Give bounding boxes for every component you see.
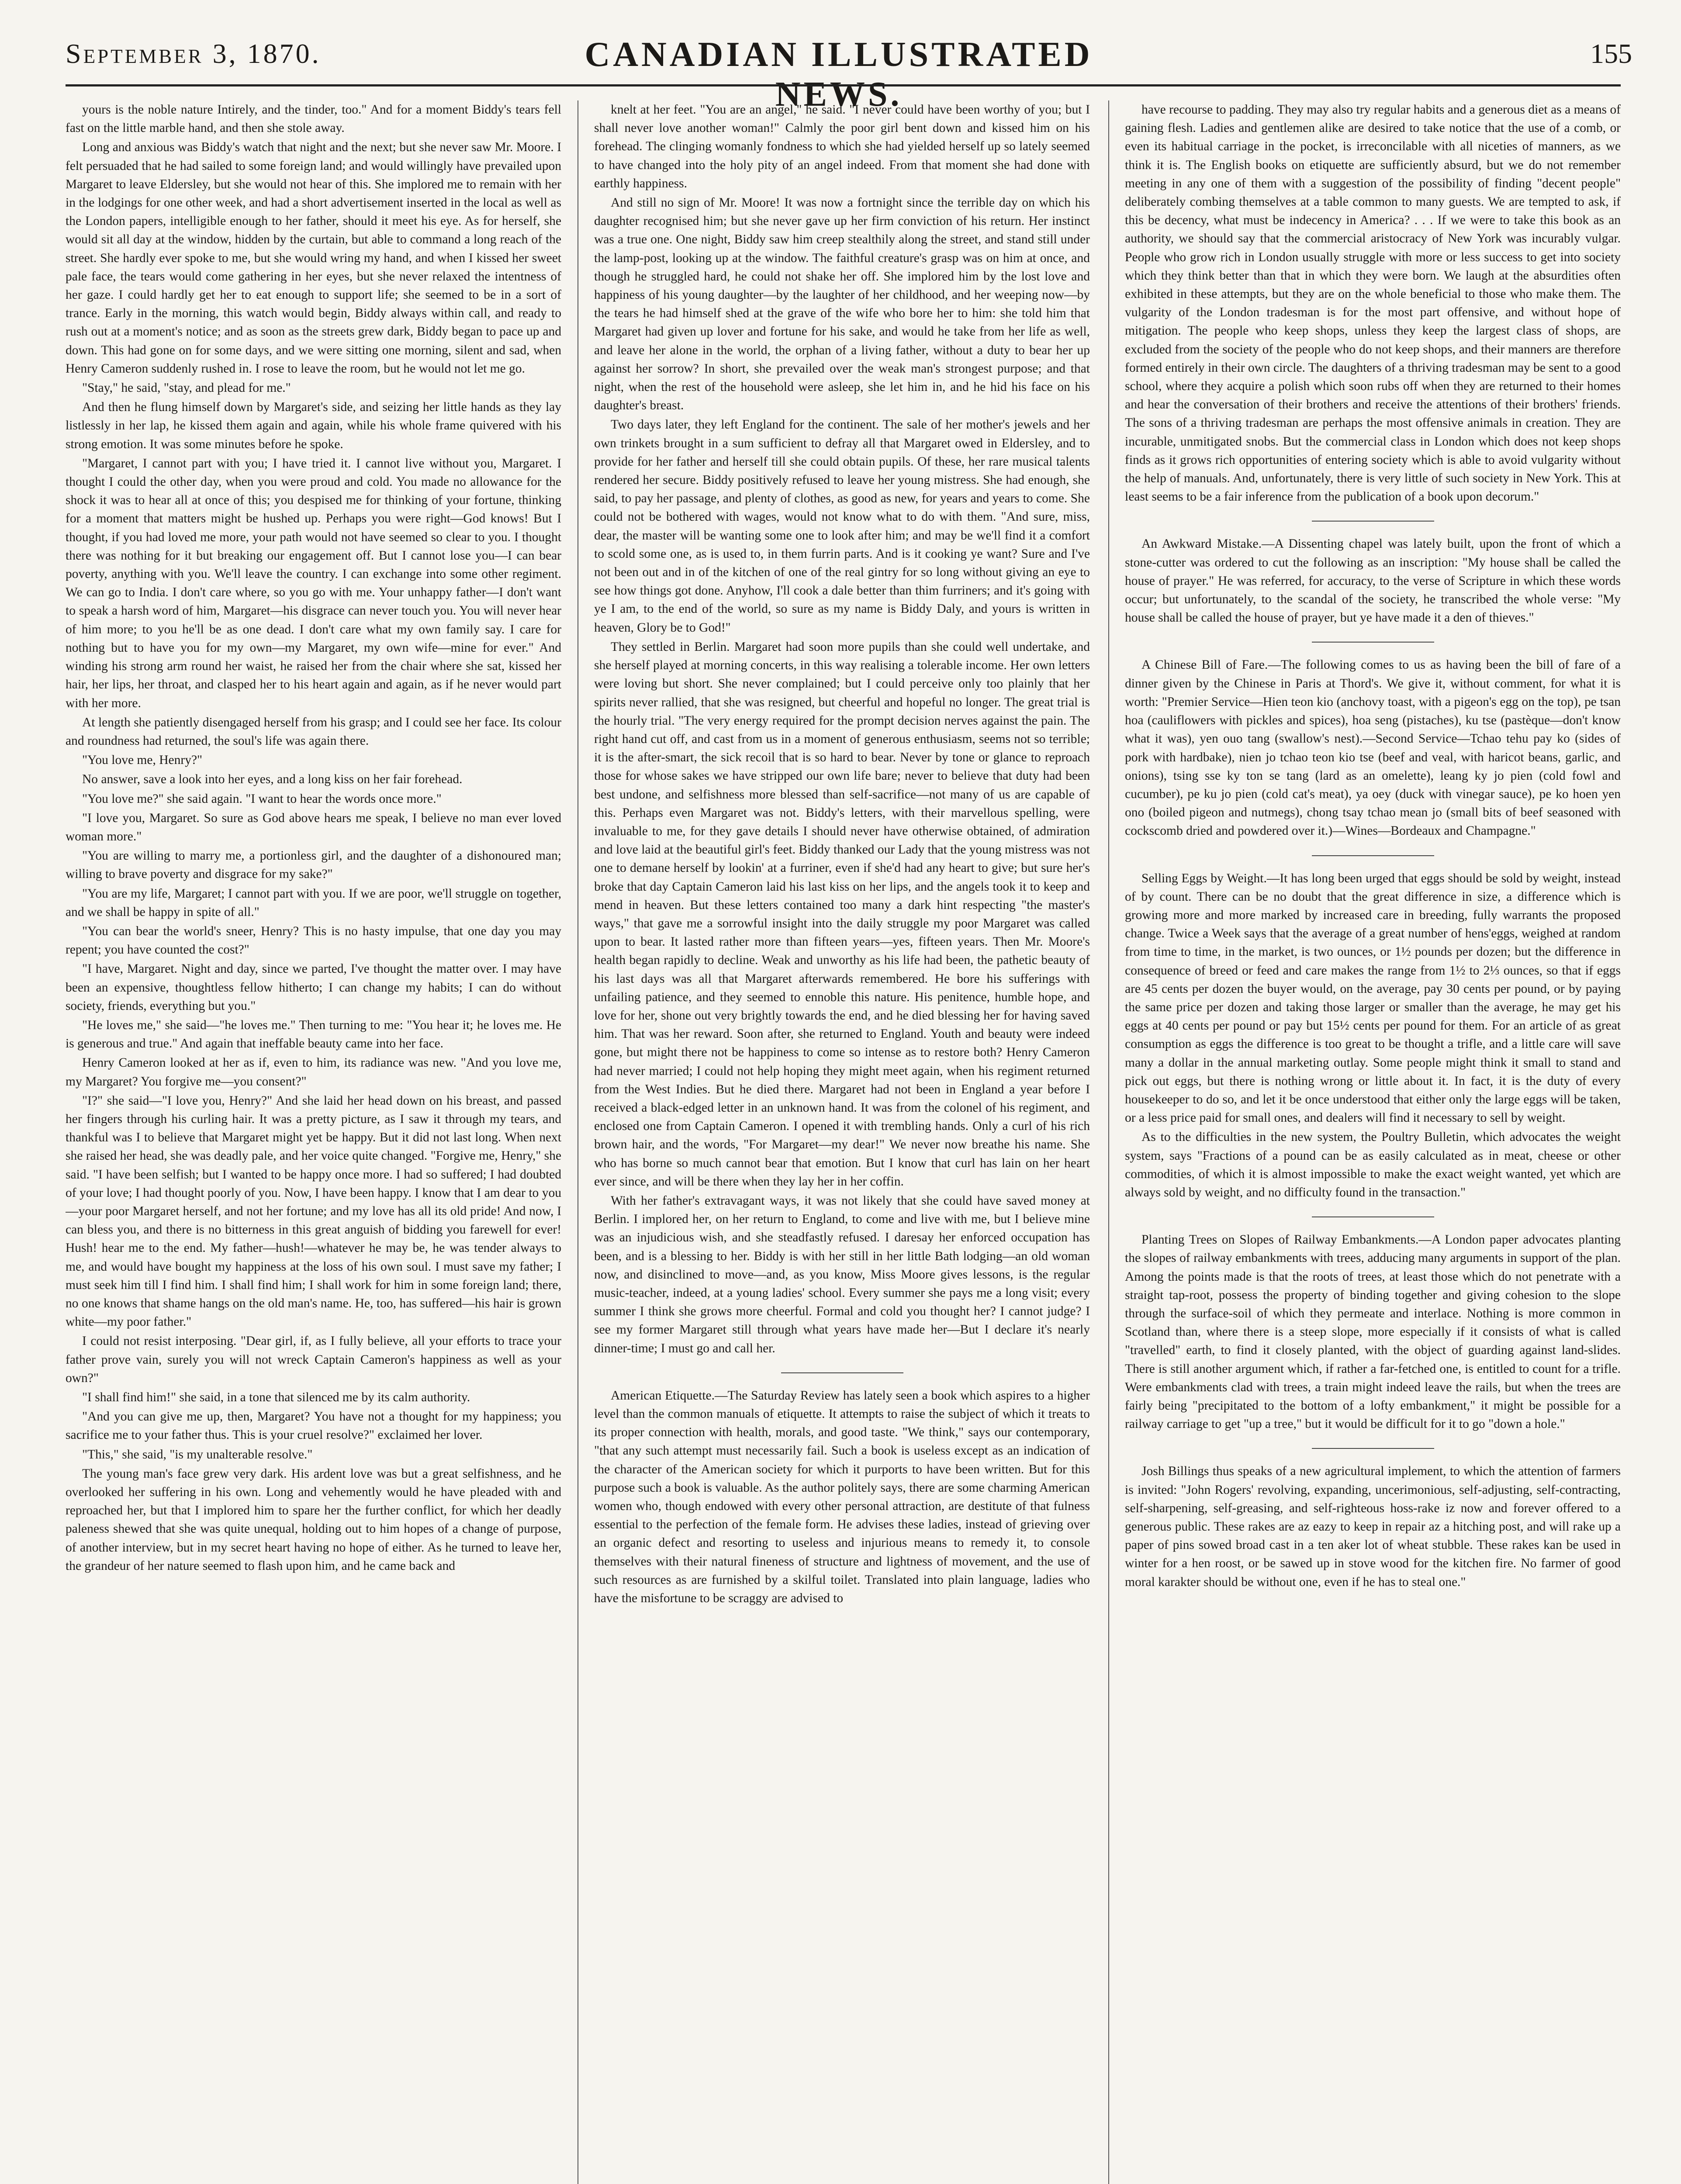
article-paragraph: A Chinese Bill of Fare.—The following comes to us as having been the bill of fare of a dinner given by the Chinese in Paris at Thord's. We give it, without comment, for what it is worth: "Premier Service—Hien teon kio (anchovy toast, with a pigeon's egg on the top), pe tsan hoa (cauliflowers with pickles and spices), hoa seng (pistaches), ku tse (pastèque—don't know what it was), yen ouo tang (swallow's nest).—Second Service—Tchao tehu pay ko (sides of pork with hardbake), nien jo tchao teon kio tse (beef and veal, with haricot beans, garlic, and onions), tsing sse ky ton se tang (lard as an omelette), leang ky jo pien (cold fowl and cucumber), pe ku jo pien (cold cat's meat), ya oey (duck with vinegar sauce), pe ko hoen yen ono (boiled pigeon and nutmegs), chong tsay tchao mean jo (small bits of beef seasoned with cockscomb dried and powdered over it.)—Wines—Bordeaux and Champagne."	[1125, 658, 1621, 838]
masthead-title: CANADIAN ILLUSTRATED NEWS.	[585, 35, 1093, 114]
page-number: 155	[1590, 38, 1632, 69]
article-paragraph: yours is the noble nature Intirely, and the tinder, too." And for a moment Biddy's tears fell fast on the little marble hand, and then she stole away.	[66, 103, 561, 135]
section-rule	[1312, 855, 1434, 856]
article-paragraph: Two days later, they left England for the continent. The sale of her mother's jewels and her own trinkets brought in a sum sufficient to defray all that Margaret owed in Eldersley, and to provide for her father and herself till she could obtain pupils. Of these, her rare musical talents rendered her secure. Biddy positively refused to leave her young mistress. She had enough, she said, to pay her passage, and plenty of clothes, as good as new, for years and years to come. She could not be bothered with wages, would not know what to do with them. "And sure, miss, dear, the master will be wanting some one to look after him; and may be we'll find it a comfort to scold some one, as is used to, in them furrin parts. And is it cooking ye want? Sure and I've not been out and in of the kitchen of one of the real gintry for so long without giving an eye to see how things got done. Anyhow, I'll cook a dale better than thim furriners; and it's going with ye I am, to the end of the world, so sure as my name is Biddy Daly, and yours is written in heaven, Glory be to God!"	[594, 418, 1090, 635]
article-paragraph: I could not resist interposing. "Dear girl, if, as I fully believe, all your efforts to trace your father prove vain, surely you will not wreck Captain Cameron's happiness as well as your own?"	[66, 1334, 561, 1385]
article-paragraph: With her father's extravagant ways, it was not likely that she could have saved money at Berlin. I implored her, on her return to England, to come and live with me, but I believe mine was an injudicious wish, and she steadfastly refused. I daresay her enforced occupation has been, and is a blessing to her. Biddy is with her still in her little Bath lodging—an old woman now, and disinclined to move—and, as you know, Miss Moore gives lessons, is the regular music-teacher, indeed, at a young ladies' school. Every summer she pays me a long visit; every summer I think she grows more cheerful. Formal and cold you thought her? I cannot judge? I see my former Margaret still through what years have made her—But I declare it's nearly dinner-time; I must go and call her.	[594, 1193, 1090, 1355]
article-paragraph: "You are my life, Margaret; I cannot part with you. If we are poor, we'll struggle on together, and we shall be happy in spite of all."	[66, 886, 561, 919]
article-paragraph: Planting Trees on Slopes of Railway Embankments.—A London paper advocates planting the slopes of railway embankments with trees, adducing many arguments in support of the plan. Among the points made is that the roots of trees, at least those which do not penetrate with a straight tap-root, possess the property of binding together and giving cohesion to the slope through the surface-soil of which they permeate and interlace. Nothing is more common in Scotland than, where there is a steep slope, more especially if it consists of what is called "travelled" earth, to find it closely planted, with the object of guarding against land-slides. There is still another argument which, if rather a far-fetched one, is entitled to count for a trifle. Were embankments clad with trees, a train might indeed leave the rails, but when the trees are fairly being "precipitated to the bottom of a lofty embankment," it might be possible for a railway carriage to get "up a tree," but it would be difficult for it to go "down a hole."	[1125, 1233, 1621, 1431]
article-paragraph: "You love me?" she said again. "I want to hear the words once more."	[82, 791, 442, 806]
article-paragraph: At length she patiently disengaged herself from his grasp; and I could see her face. Its colour and roundness had returned, the soul's life was again there.	[66, 715, 561, 748]
article-paragraph: "I?" she said—"I love you, Henry?" And she laid her head down on his breast, and passed her fingers through his curling hair. It was a pretty picture, as I saw it through my tears, and thankful was I to believe that Margaret might yet be happy. But it did not last long. When next she raised her head, she was deadly pale, and her voice quite changed. "Forgive me, Henry," she said. "I have been selfish; but I wanted to be happy once more. I had so suffered; I had doubted of your love; I had thought poorly of you. Now, I have been happy. I know that I am dear to you—your poor Margaret herself, and not her fortune; and my love has all its old pride! And now, I can bless you, and there is no bitterness in this great anguish of bidding you farewell for ever! Hush! hear me to the end. My father—hush!—whatever he may be, he was tender always to me, and would have bought my happiness at the loss of his own soul. I must save my father; I must seek him till I find him. I shall find him; I shall work for him in some foreign land; there, no one knows that shame hangs on the old man's name. He, too, has suffered—his hair is grown white—my poor father."	[66, 1093, 561, 1329]
article-paragraph: "Stay," he said, "stay, and plead for me."	[82, 381, 291, 395]
article-paragraph: "This," she said, "is my unalterable resolve."	[82, 1447, 313, 1462]
article-paragraph: Selling Eggs by Weight.—It has long been urged that eggs should be sold by weight, instead of by count. There can be no doubt that the great difference in size, a difference which is growing more and more marked by increased care in breeding, fully warrants the proposed change. Twice a Week says that the average of a great number of hens'eggs, weighed at random from time to time, in the market, is two ounces, or 1½ pounds per dozen; but the difference in consequence of breed or feed and care makes the range from 1½ to 2⅓ ounces, so that if eggs are 45 cents per dozen the buyer would, on the average, pay 30 cents per pound, or by paying the same price per dozen and taking those larger or smaller than the average, he may get his eggs at 40 cents per pound or pay but 15½ cents per pound for them. For an article of as great consumption as eggs the difference is too great to be thought a trifle, and a little care will save many a dollar in the annual marketing outlay. Some people might think it small to stand and pick out eggs, but there is nothing wrong or little about it. In fact, it is the duty of every housekeeper to do so, and let it be once understood that either only the large eggs will be taken, or a less price paid for small ones, and dealers will find it necessary to sell by weight.	[1125, 871, 1621, 1125]
article-paragraph: No answer, save a look into her eyes, and a long kiss on her fair forehead.	[82, 772, 463, 787]
article-paragraph: They settled in Berlin. Margaret had soon more pupils than she could well undertake, and she herself played at morning concerts, in this way realising a tolerable income. Her own letters were loving but short. She never complained; but I could perceive only too plainly that her spirits never rallied, that she was resigned, but cheerful and hopeful no longer. The great trial is the hourly trial. "The very energy required for the prompt decision nerves against the pain. The right hand cut off, and cast from us in a moment of generous enthusiasm, seems not so terrible; it is the after-smart, the sick recoil that is so hard to bear. Never by tone or glance to reproach those for whose sakes we have stripped our own life bare; never to believe that duty had been best undone, and selfishness more blessed than self-sacrifice—not many of us are capable of this. Perhaps even Margaret was not. Biddy's letters, with their marvellous spelling, were invaluable to me, for they gave details I should never have otherwise obtained, of admiration and love laid at the beautiful girl's feet. Biddy thanked our Lady that the young mistress was not one to demane herself by lookin' at a furriner, even if she'd had any heart to give; but sure her's broke that day Captain Cameron laid his last kiss on her lips, and the angels took it to keep and mend in heaven. But these letters contained too many a dark hint respecting "the master's ways," that gave me a sorrowful insight into the daily struggle my poor Margaret was called upon to bear. It lasted rather more than fifteen years—yes, fifteen years. Then Mr. Moore's health began rapidly to decline. Weak and unworthy as his life had been, the pathetic beauty of his last days was all that Margaret afterwards remembered. He bore his sufferings with unfailing patience, and they seemed to ennoble this nature. His penitence, humble hope, and love for her, shone out very brightly towards the end, and he died blessing her for having saved him. That was her reward. Soon after, she returned to England. Youth and beauty were indeed gone, but might there not be happiness to come so intense as to restore both? Henry Cameron had never married; I could not help hoping they might meet again, when his regiment returned from the West Indies. But he died there. Margaret had not been in England a year before I received a black-edged letter in an unknown hand. It was from the colonel of his regiment, and enclosed one from Captain Cameron. I opened it with trembling hands. Only a curl of his rich brown hair, and the words, "For Margaret—my dear!" We never now breathe his name. She who has borne so much cannot bear that emotion. But I know that curl has lain on her heart ever since, and will be there when they lay her in her coffin.	[594, 639, 1090, 1189]
issue-date: September 3, 1870.	[66, 38, 321, 69]
article-paragraph: "I shall find him!" she said, in a tone that silenced me by its calm authority.	[82, 1390, 470, 1405]
section-rule	[1312, 521, 1434, 522]
article-paragraph: "And you can give me up, then, Margaret? You have not a thought for my happiness; you sacrifice me to your father thus. This is your cruel resolve?" exclaimed her lover.	[66, 1410, 561, 1442]
article-paragraph: American Etiquette.—The Saturday Review has lately seen a book which aspires to a higher level than the common manuals of etiquette. It attempts to raise the subject of which it treats to its proper connection with health, morals, and good taste. "We think," says our contemporary, "that any such attempt must necessarily fail. Such a book is useless except as an indication of the character of the American society for which it purports to have been written. But for this purpose such a book is valuable. As the author politely says, there are some charming American women who, though endowed with every other personal attraction, are destitute of that fulness essential to the perfection of the female form. He advises these ladies, instead of grieving over an organic defect and resorting to useless and injurious means to remedy it, to console themselves with their natural fineness of structure and lightness of movement, and the use of such resources as are furnished by a skilful toilet. Translated into plain language, ladies who have the misfortune to be scraggy are advised to	[594, 1388, 1090, 1606]
article-paragraph: As to the difficulties in the new system, the Poultry Bulletin, which advocates the weight system, says "Fractions of a pound can be as easily calculated as in meat, cheese or other commodities, of which it is almost impossible to make the exact weight wanted, yet which are always sold by weight, and no difficulty found in the transaction."	[1125, 1130, 1621, 1199]
article-paragraph: The young man's face grew very dark. His ardent love was but a great selfishness, and he overlooked her suffering in his own. Long and vehemently would he have pleaded with and reproached her, but that I implored him to spare her the further conflict, for which her deadly paleness shewed that she was quite unequal, holding out to him hopes of a change of purpose, of another interview, but in my secret heart having no hope of either. As he turned to leave her, the grandeur of her nature seemed to flash upon him, and he came back and	[66, 1466, 561, 1573]
article-paragraph: "You are willing to marry me, a portionless girl, and the daughter of a dishonoured man; willing to brave poverty and disgrace for my sake?"	[66, 849, 561, 881]
column-1	[66, 100, 561, 2184]
article-paragraph: Josh Billings thus speaks of a new agricultural implement, to which the attention of farmers is invited: "John Rogers' revolving, expanding, uncerimonious, self-adjusting, self-contracting, self-sharpening, self-greasing, and self-righteous hoss-rake iz now and forever offered to a generous public. These rakes are az eazy to keep in repair az a hitching post, and will rake up a paper of pins sowed broad cast in a ten aker lot of wheat stubble. These rakes kan be used in winter for a hen roost, or be sawed up in stove wood for the kitchen fire. No farmer of good moral karakter should be without one, even if he has to steal one."	[1125, 1464, 1621, 1589]
article-paragraph: "Margaret, I cannot part with you; I have tried it. I cannot live without you, Margaret. I thought I could the other day, when you were proud and cold. You made no allowance for the shock it was to hear all at once of this; you despised me for thinking of your fortune, thinking for a moment that matters might be hushed up. Perhaps you were right—God knows! But I thought, if you had loved me more, your path would not have seemed so clear to you. I thought there was nothing for it but breaking our engagement off. But I cannot lose you—I can bear poverty, anything with you. We'll leave the country. I can exchange into some other regiment. We can go to India. I don't care where, so you go with me. Your unhappy father—I don't want to speak a harsh word of him, Margaret—his disgrace can never touch you. You will never hear of him more; to you he'll be as one dead. I don't care what my own family say. I care for nothing but to have you for my own—my Margaret, my own wife—mine for ever." And winding his strong arm round her waist, he raised her from the chair where she sat, kissed her hair, her lips, her throat, and clasped her to his heart again and again, as if he never would part with her more.	[66, 456, 561, 710]
article-paragraph: have recourse to padding. They may also try regular habits and a generous diet as a means of gaining flesh. Ladies and gentlemen alike are desired to take notice that the use of a comb, or even its habitual carriage in the pocket, is irreconcilable with all niceties of manners, as we think it is. The English books on etiquette are sufficiently absurd, but we do not remember meeting in any one of them with a suggestion of the possibility of finding "decent people" deliberately combing themselves at a table common to many guests. We are tempted to ask, if this be decency, what must be indecency in America? . . . If we were to take this book as an authority, we should say that the commercial aristocracy of New York was incurably vulgar. People who grow rich in London usually struggle with more or less success to get into society which they think better than that in which they were born. We laugh at the absurdities often exhibited in these attempts, but they are on the whole beneficial to those who make them. The vulgarity of the London tradesman is for the most part offensive, and without hope of mitigation. The people who keep shops, unless they keep the largest class of shops, are excluded from the society of the people who do not keep shops, and their manners are therefore formed entirely in their own circle. The daughters of a thriving tradesman may be sent to a good school, where they acquire a polish which soon rubs off when they are returned to their homes and hear the conversation of their brothers and receive the attentions of their brothers' friends. The sons of a thriving tradesman are perhaps the most offensive animals in creation. They are incurable, unmitigated snobs. But the commercial class in London which does not keep shops finds as it grows rich opportunities of entering society which is able to avoid vulgarity without the help of manuals. And, unfortunately, there is very little of such society in New York. This at least seems to be a fair inference from the publication of a book upon decorum."	[1125, 103, 1621, 504]
column-divider	[1108, 100, 1109, 2184]
section-rule	[1312, 642, 1434, 643]
column-2	[594, 100, 1090, 2184]
section-rule	[781, 1372, 903, 1373]
article-paragraph: "You can bear the world's sneer, Henry? This is no hasty impulse, that one day you may repent; you have counted the cost?"	[66, 924, 561, 957]
article-paragraph: And then he flung himself down by Margaret's side, and seizing her little hands as they lay listlessly in her lap, he kissed them again and again, while his whole frame quivered with his strong emotion. It was some minutes before he spoke.	[66, 400, 561, 451]
section-rule	[1312, 1216, 1434, 1217]
article-paragraph: "You love me, Henry?"	[82, 753, 203, 767]
article-paragraph: Long and anxious was Biddy's watch that night and the next; but she never saw Mr. Moore. I felt persuaded that he had sailed to some foreign land; and would willingly have prevailed upon Margaret to leave Eldersley, but she would not hear of this. She implored me to remain with her in the lodgings for one other week, and had a short advertisement inserted in the local as well as the London papers, intelligible enough to her father, should it meet his eye. As for herself, she would sit all day at the window, hidden by the curtain, but able to command a long reach of the street. She hardly ever spoke to me, but she would wring my hand, and when I kissed her sweet pale face, the tears would come gathering in her eyes, but she never relaxed the intentness of her gaze. I could hardly get her to eat enough to support life; she seemed to be in a sort of trance. Early in the morning, this watch would begin, Biddy always within call, and ready to rush out at a moment's notice; and as soon as the streets grew dark, Biddy began to pace up and down. This had gone on for some days, and we were sitting one morning, silent and sad, when Henry Cameron suddenly rushed in. I rose to leave the room, but he would not let me go.	[66, 140, 561, 376]
article-paragraph: "He loves me," she said—"he loves me." Then turning to me: "You hear it; he loves me. He is generous and true." And again that ineffable beauty came into her face.	[66, 1018, 561, 1051]
article-paragraph: "I love you, Margaret. So sure as God above hears me speak, I believe no man ever loved woman more."	[66, 811, 561, 843]
article-paragraph: "I have, Margaret. Night and day, since we parted, I've thought the matter over. I may have been an expensive, thoughtless fellow hitherto; I can change my habits; I can do without society, friends, everything but you."	[66, 962, 561, 1013]
article-paragraph: And still no sign of Mr. Moore! It was now a fortnight since the terrible day on which his daughter recognised him; but she never gave up her firm conviction of his return. Her instinct was a true one. One night, Biddy saw him creep stealthily along the street, and stand still under the lamp-post, looking up at the window. The faithful creature's grasp was on him at once, and though he struggled hard, he could not shake her off. She implored him by the lost love and happiness of his young daughter—by the laughter of her childhood, and her weeping now—by the tears he had himself shed at the grave of the wife who bore her to him: she told him that Margaret had given up lover and fortune for his sake, and would he take from her life as well, and leave her alone in the world, the orphan of a living father, without a duty to bear her up against her sorrow? In short, she prevailed over the weak man's strongest purpose; and that night, when the rest of the household were asleep, she let him in, and he hid his face on his daughter's breast.	[594, 196, 1090, 413]
column-3	[1125, 100, 1621, 2184]
article-paragraph: Henry Cameron looked at her as if, even to him, its radiance was new. "And you love me, my Margaret? You forgive me—you consent?"	[66, 1056, 561, 1089]
header-rule	[66, 84, 1621, 86]
section-rule	[1312, 1448, 1434, 1449]
article-paragraph: knelt at her feet. "You are an angel," he said. "I never could have been worthy of you; but I shall never love another woman!" Calmly the poor girl bent down and kissed him on his forehead. The clinging womanly fondness to which she had yielded herself up so lately seemed to have changed into the holy pity of an angel indeed. From that moment she had done with earthly happiness.	[594, 103, 1090, 190]
article-paragraph: An Awkward Mistake.—A Dissenting chapel was lately built, upon the front of which a stone-cutter was ordered to cut the following as an inscription: "My house shall be called the house of prayer." He was referred, for accuracy, to the verse of Scripture in which these words occur; but unfortunately, to the scandal of the society, he transcribed the whole verse: "My house shall be called the house of prayer, but ye have made it a den of thieves."	[1125, 537, 1621, 625]
